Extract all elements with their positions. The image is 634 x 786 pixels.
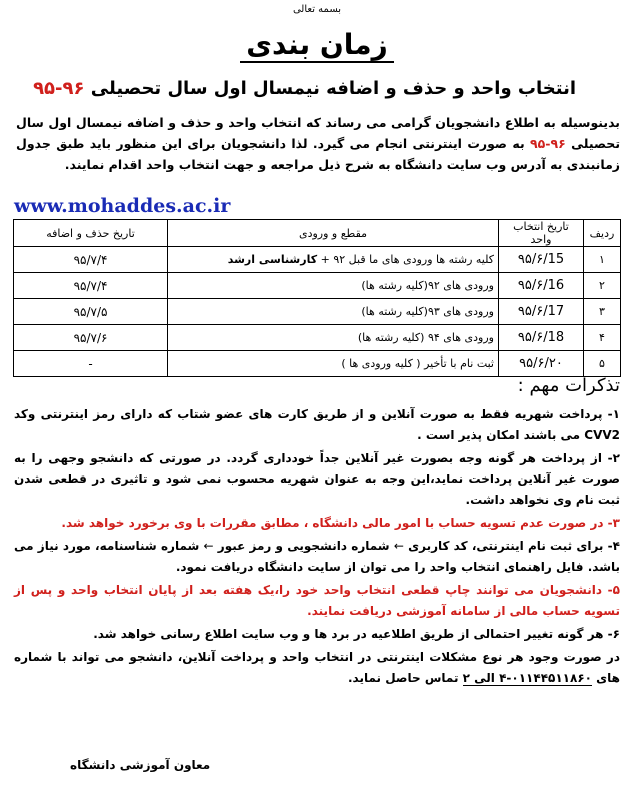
- row-add-drop-date: ۹۵/۷/۴: [14, 247, 168, 273]
- schedule-table: [13, 219, 621, 377]
- note-2: ۲- از پرداخت هر گونه وجه بصورت غیر آنلاین جداً خودداری گردد. در صورتی که دانشجو وجهی را به صورت غیر آنلاین پرداخت نماید،این وجه به عنوان شهریه محسوب نمی شود و تاثیری در قطعی شدن ثبت نام وی نخواهد داشت.: [14, 451, 620, 507]
- note-4-part-b: شماره دانشجویی و رمز عبور: [217, 539, 390, 553]
- row-selection-date: ۹۵/۶/۲۰: [499, 351, 584, 377]
- notes-list: [14, 404, 620, 691]
- note-3: ۳- در صورت عدم تسویه حساب با امور مالی دانشگاه ، مطابق مقررات با وی برخورد خواهد شد.: [61, 516, 620, 530]
- row-add-drop-date: ۹۵/۷/۶: [14, 325, 168, 351]
- header-row-num: ردیف: [584, 220, 621, 247]
- row-level: ورودی های ۹۴ (کلیه رشته ها): [168, 325, 499, 351]
- table-row: [14, 247, 621, 273]
- page-title-text: زمان بندی: [240, 28, 393, 63]
- row-selection-date: ۹۵/۶/18: [499, 325, 584, 351]
- signature: معاون آموزشی دانشگاه: [70, 758, 211, 772]
- table-header-row: [14, 220, 621, 247]
- note-5: ۵- دانشجویان می توانند چاپ قطعی انتخاب واحد خود را،یک هفته بعد از پایان انتخاب واحد و پس از تسویه حساب مالی از سامانه آموزشی دریافت نمایند.: [14, 583, 620, 618]
- header-add-drop-date: تاریخ حذف و اضافه: [14, 220, 168, 247]
- row-add-drop-date: ۹۵/۷/۵: [14, 299, 168, 325]
- table-row: [14, 273, 621, 299]
- row-selection-date: ۹۵/۶/17: [499, 299, 584, 325]
- website-link[interactable]: www.mohaddes.ac.ir: [14, 195, 231, 217]
- table-row: [14, 299, 621, 325]
- intro-part2: به صورت اینترنتی انجام می گیرد. لذا دانشجویان برای این منظور باید طبق جدول زمانبندی به آدرس وب سایت دانشگاه به شرح ذیل مراجعه و جهت انتخاب واحد اقدام نمایند.: [16, 136, 620, 172]
- row-level: ورودی های ۹۳(کلیه رشته ها): [168, 299, 499, 325]
- table-row: [14, 325, 621, 351]
- row-level-text: کلیه رشته ها ورودی های ما قبل ۹۲ +: [320, 253, 494, 266]
- bismillah: بسمه تعالی: [292, 4, 342, 15]
- row-add-drop-date: ۹۵/۷/۴: [14, 273, 168, 299]
- note-1: ۱- پرداخت شهریه فقط به صورت آنلاین و از طریق کارت های عضو شتاب که دارای رمز اینترنتی وکد CVV2 می باشند امکان پذیر است .: [14, 407, 620, 442]
- note-4-part-c: شماره شناسنامه، مورد نیاز می باشد. فایل راهنمای انتخاب واحد را می توان از سایت دانشگاه دریافت نمود.: [14, 539, 620, 574]
- row-num: ۵: [584, 351, 621, 377]
- intro-paragraph: [16, 112, 620, 175]
- table-row: [14, 351, 621, 377]
- page-title: [0, 28, 634, 61]
- row-selection-date: ۹۵/۶/16: [499, 273, 584, 299]
- row-num: ۴: [584, 325, 621, 351]
- intro-part1: بدینوسیله به اطلاع دانشجویان گرامی می رساند که انتخاب واحد و حذف و اضافه نیمسال اول سال تحصیلی: [16, 115, 621, 151]
- note-7: [14, 647, 620, 689]
- row-level: ورودی های ۹۲(کلیه رشته ها): [168, 273, 499, 299]
- page-subtitle: [33, 78, 576, 99]
- notes-title: تذکرات مهم :: [517, 375, 620, 396]
- phone-number: ۰۱۱۴۴۵۱۱۸۶۰-۴ الی ۲: [462, 671, 592, 685]
- row-num: ۱: [584, 247, 621, 273]
- subtitle-year: ۹۶-۹۵: [33, 78, 85, 99]
- row-add-drop-date: -: [14, 351, 168, 377]
- row-selection-date: ۹۵/۶/15: [499, 247, 584, 273]
- note-7-part-b: تماس حاصل نماید.: [347, 671, 459, 685]
- note-4: [14, 536, 620, 578]
- row-level: ثبت نام با تأخیر ( کلیه ورودی ها ): [168, 351, 499, 377]
- intro-year: ۹۶-۹۵: [530, 136, 566, 151]
- header-level: مقطع و ورودی: [168, 220, 499, 247]
- row-level: [168, 247, 499, 273]
- arrow-left-icon: ←: [393, 539, 404, 553]
- row-num: ۲: [584, 273, 621, 299]
- note-6: ۶- هر گونه تغییر احتمالی از طریق اطلاعیه در برد ها و وب سایت اطلاع رسانی خواهد شد.: [93, 627, 620, 641]
- arrow-left-icon: ←: [203, 539, 214, 553]
- header-selection-date: تاریخ انتخاب واحد: [499, 220, 584, 247]
- subtitle-text: انتخاب واحد و حذف و اضافه نیمسال اول سال تحصیلی: [90, 78, 576, 99]
- row-num: ۳: [584, 299, 621, 325]
- row-level-bold: کارشناسی ارشد: [227, 253, 318, 266]
- note-7-part-a: در صورت وجود هر نوع مشکلات اینترنتی در انتخاب واحد و پرداخت آنلاین، دانشجو می تواند با شماره های: [14, 650, 620, 685]
- note-4-part-a: ۴- برای ثبت نام اینترنتی، کد کاربری: [408, 539, 620, 553]
